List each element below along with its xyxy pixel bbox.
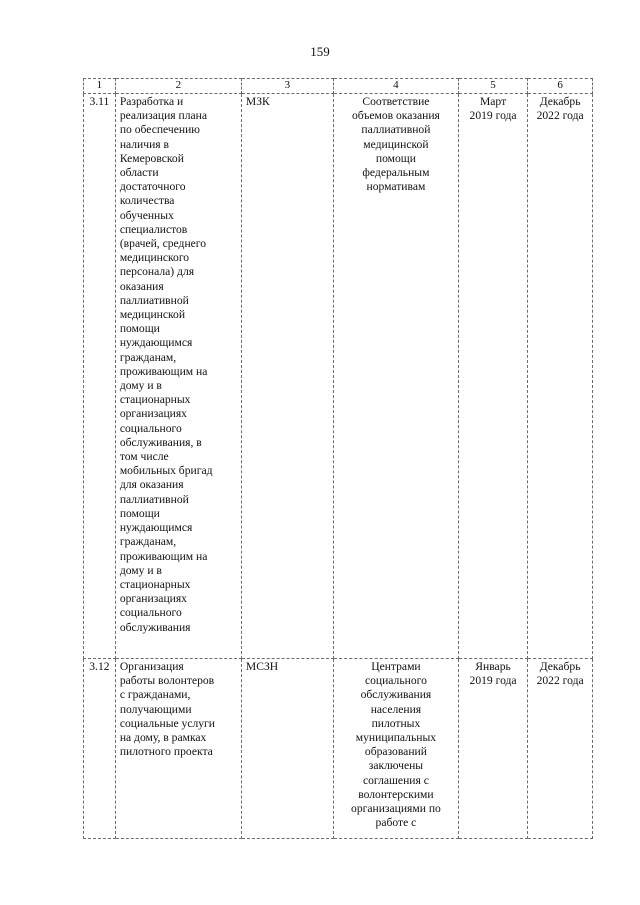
- header-col-6: 6: [528, 79, 593, 94]
- result-text: Соответствие объемов оказания паллиативной медицинской помощи федеральным нормативам: [351, 95, 440, 194]
- header-col-2: 2: [115, 79, 241, 94]
- end-date-text: Декабрь 2022 года: [536, 660, 584, 688]
- executor-cell: [241, 94, 333, 659]
- activity-text: Организация работы волонтеров с гражданами, получающими социальные услуги на дому, в рамках пилотного проекта: [119, 660, 216, 759]
- start-date-text: Март 2019 года: [469, 95, 517, 123]
- page-number: 159: [310, 44, 330, 59]
- header-col-3: 3: [241, 79, 333, 94]
- row-number: 3.11: [89, 95, 110, 108]
- executor-cell: [241, 659, 333, 839]
- plan-table: [83, 78, 593, 839]
- header-col-5: 5: [458, 79, 527, 94]
- row-number: 3.12: [89, 660, 110, 673]
- result-cell: [333, 659, 458, 839]
- result-text: Центрами социального обслуживания населения пилотных муниципальных образований заключены соглашения с волонтерскими организациями по работе с: [351, 660, 441, 830]
- start-date-text: Январь 2019 года: [469, 660, 517, 688]
- start-date-cell: [458, 659, 527, 839]
- activity-cell: [115, 94, 241, 659]
- executor-text: МЗК: [245, 95, 270, 108]
- row-number-cell: [84, 94, 116, 659]
- row-number-cell: [84, 659, 116, 839]
- start-date-cell: [458, 94, 527, 659]
- table-header-row: [84, 79, 593, 94]
- end-date-cell: [528, 94, 593, 659]
- header-col-4: 4: [333, 79, 458, 94]
- activity-cell: [115, 659, 241, 839]
- table-row: [84, 94, 593, 659]
- end-date-cell: [528, 659, 593, 839]
- header-col-1: 1: [84, 79, 116, 94]
- table-row: [84, 659, 593, 839]
- executor-text: МСЗН: [245, 660, 279, 673]
- activity-text: Разработка и реализация плана по обеспечению наличия в Кемеровской области достаточного количества обученных специалистов (врачей, среднего медицинского персонала) для оказания паллиативной медицинской помощи нуждающимся гражданам, проживающим на дому и в стационарных организациях социального обслуживания, в том числе мобильных бригад для оказания паллиативной помощи нуждающимся гражданам, проживающим на дому и в стационарных организациях социального обслуживания: [119, 95, 213, 634]
- result-cell: [333, 94, 458, 659]
- end-date-text: Декабрь 2022 года: [536, 95, 584, 123]
